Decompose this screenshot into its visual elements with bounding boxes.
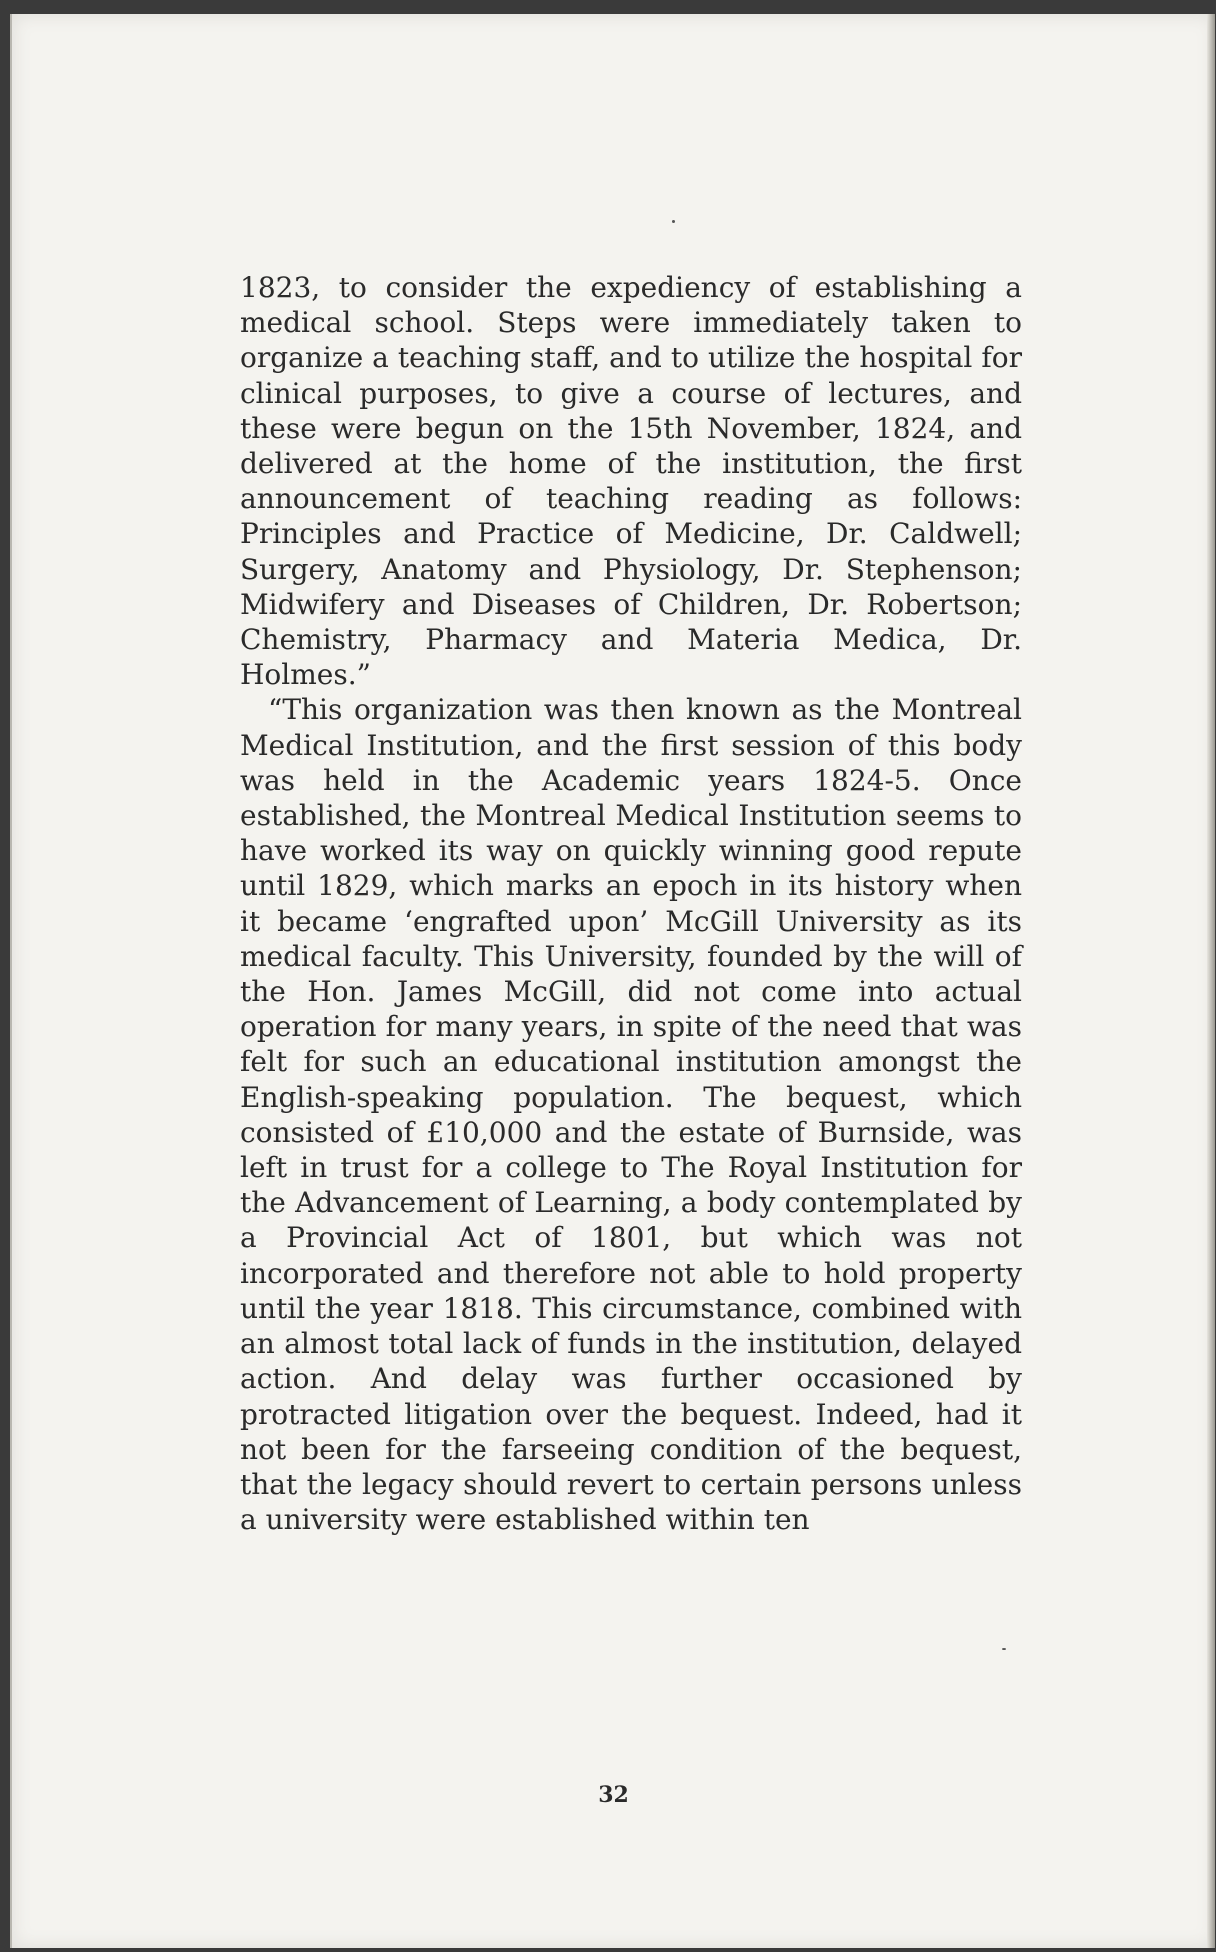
body-text (240, 270, 1022, 1537)
page-edge-shadow (1207, 14, 1215, 1948)
paragraph-1: 1823, to consider the expediency of establishing a medical school. Steps were immediately taken to organize a teaching staff, and to utilize the hospital for clinical purposes, to give a course of lectures, and these were begun on the 15th November, 1824, and delivered at the home of the institution, the first announcement of teaching reading as follows: Principles and Practice of Medicine, Dr. Caldwell; Surgery, Anatomy and Physiology, Dr. Stephenson; Midwifery and Diseases of Children, Dr. Robertson; Chemistry, Pharmacy and Materia Medica, Dr. Holmes.” (240, 271, 1022, 692)
paper-speck (672, 220, 675, 223)
page-number: 32 (598, 1782, 629, 1808)
book-page (10, 14, 1215, 1948)
paper-speck (1002, 1648, 1006, 1650)
paragraph-2: “This organization was then known as the Montreal Medical Institution, and the first session of this body was held in the Academic years 1824-5. Once established, the Montreal Medical Institution seems to have worked its way on quickly winning good repute until 1829, which marks an epoch in its history when it became ‘engrafted upon’ McGill University as its medical faculty. This University, founded by the will of the Hon. James McGill, did not come into actual operation for many years, in spite of the need that was felt for such an educational institution amongst the English-speaking population. The bequest, which consisted of £10,000 and the estate of Burnside, was left in trust for a college to The Royal Institution for the Advancement of Learning, a body contemplated by a Provincial Act of 1801, but which was not incorporated and therefore not able to hold property until the year 1818. This circumstance, combined with an almost total lack of funds in the institution, delayed action. And delay was further occasioned by protracted litigation over the bequest. Indeed, had it not been for the farseeing condition of the bequest, that the legacy should revert to certain persons unless a university were established within ten (240, 693, 1022, 1537)
